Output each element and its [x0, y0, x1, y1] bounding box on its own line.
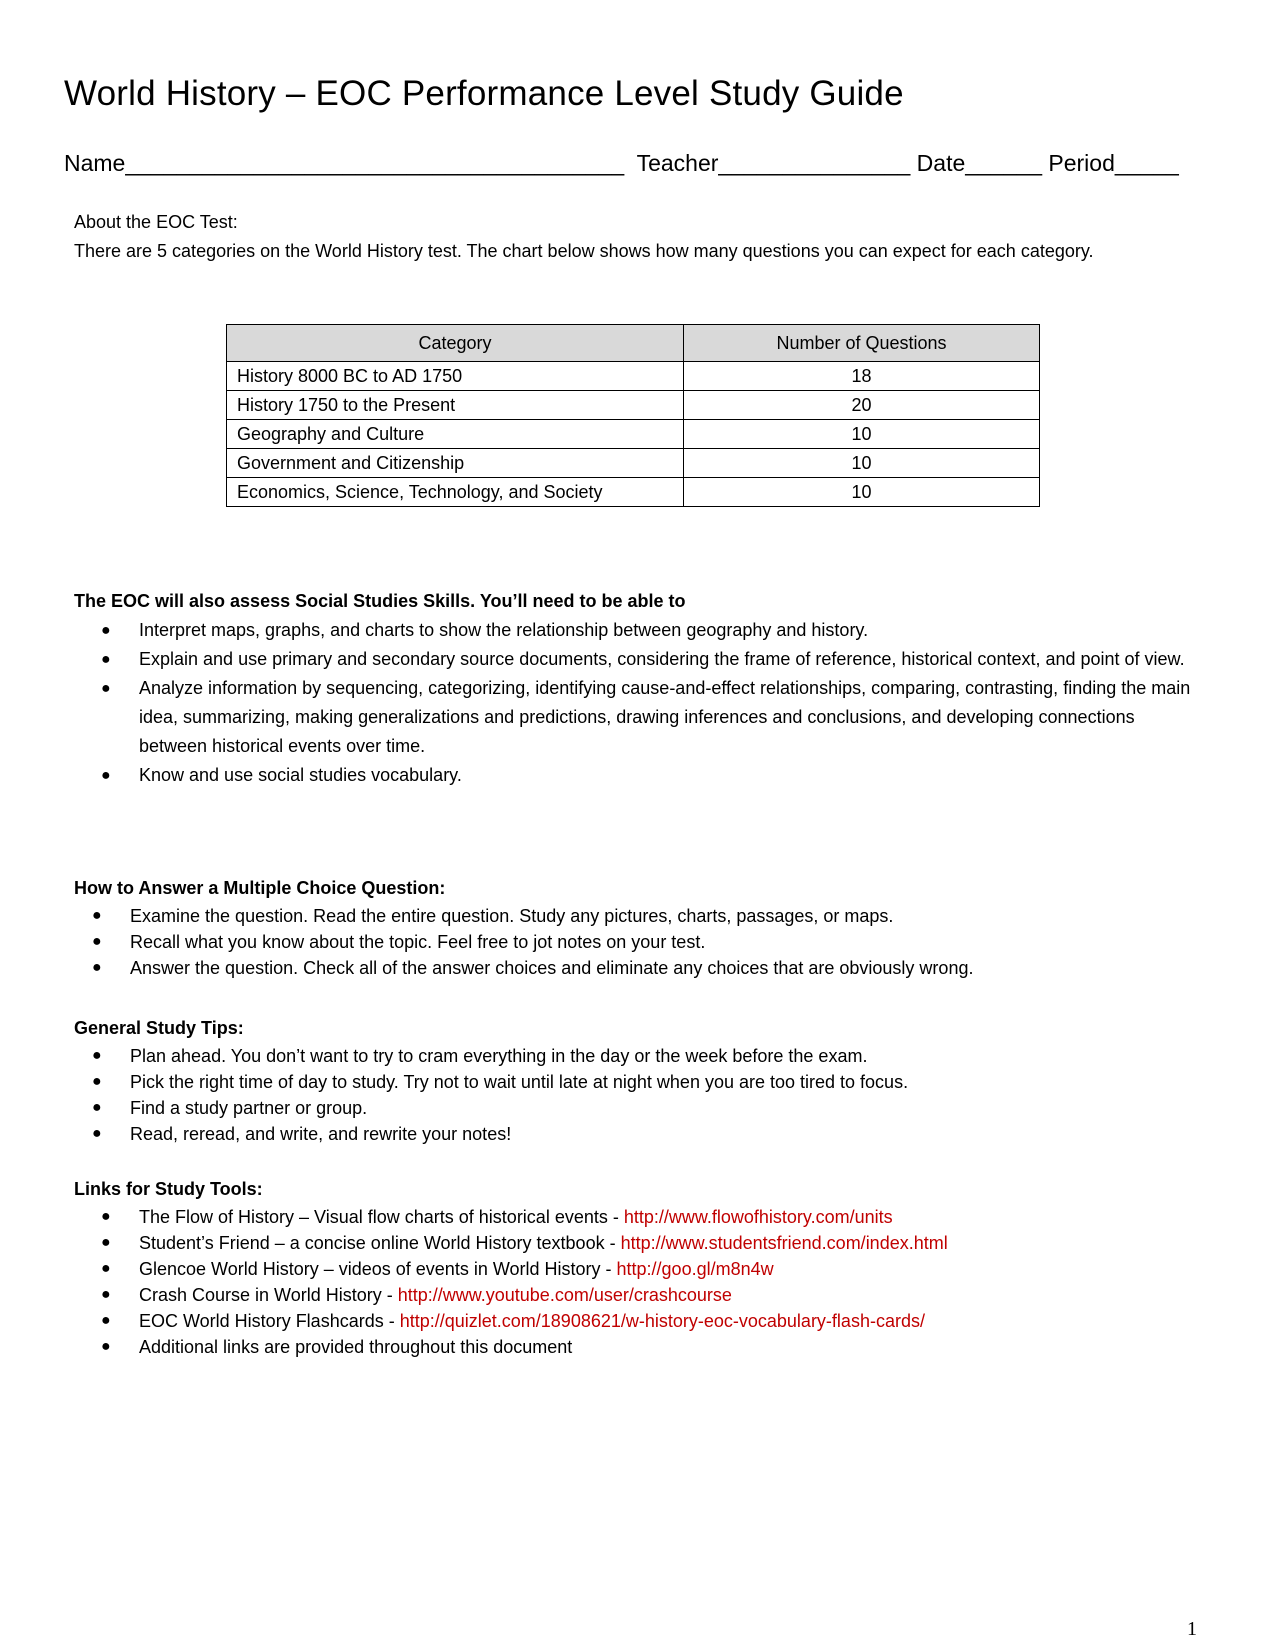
skills-section [74, 587, 1194, 790]
study-tips-section [74, 1014, 1194, 1147]
study-links-heading: Links for Study Tools: [74, 1179, 263, 1199]
list-item [74, 1095, 1194, 1121]
list-item-text: Interpret maps, graphs, and charts to show the relationship between geography and history. [139, 620, 869, 640]
bullet-icon: ● [92, 1073, 102, 1090]
bullet-icon: ● [92, 907, 102, 924]
table-row [227, 449, 1040, 478]
study-tips-heading: General Study Tips: [74, 1018, 244, 1038]
link-description: Student’s Friend – a concise online World History textbook - [139, 1233, 621, 1253]
link-description: Additional links are provided throughout this document [139, 1337, 573, 1357]
list-item-text: Pick the right time of day to study. Try not to wait until late at night when you are too tired to focus. [130, 1072, 909, 1092]
table-row [227, 391, 1040, 420]
bullet-icon: ● [92, 959, 102, 976]
list-item [74, 1334, 1194, 1360]
list-item [74, 955, 1194, 981]
list-item-text: Read, reread, and write, and rewrite your notes! [130, 1124, 512, 1144]
list-item [74, 645, 1194, 674]
list-item-text: Analyze information by sequencing, categorizing, identifying cause-and-effect relationships, comparing, contrasting, finding the main idea, summarizing, making generalizations and predictions, drawing inferences and conclusions, and developing connections between historical events over time. [139, 678, 1191, 756]
list-item-text: Answer the question. Check all of the answer choices and eliminate any choices that are obviously wrong. [130, 958, 974, 978]
page-number: 1 [1187, 1618, 1197, 1640]
name-teacher-date-period-line: Name_______________________________________ Teacher_______________ Date______ Period_____ [64, 150, 1179, 176]
list-item-text: Find a study partner or group. [130, 1098, 368, 1118]
bullet-icon: ● [92, 933, 102, 950]
count-cell: 10 [684, 478, 1040, 507]
bullet-icon: ● [101, 767, 111, 784]
bullet-icon: ● [92, 1099, 102, 1116]
list-item [74, 1043, 1194, 1069]
table-header-row [227, 325, 1040, 362]
category-cell: Geography and Culture [227, 420, 684, 449]
list-item [74, 929, 1194, 955]
category-cell: History 1750 to the Present [227, 391, 684, 420]
count-cell: 10 [684, 449, 1040, 478]
list-item [74, 761, 1194, 790]
category-table [226, 324, 1040, 507]
study-links-list [74, 1204, 1194, 1360]
list-item-text: Examine the question. Read the entire question. Study any pictures, charts, passages, or maps. [130, 906, 894, 926]
list-item [74, 903, 1194, 929]
link-description: The Flow of History – Visual flow charts of historical events - [139, 1207, 624, 1227]
category-cell: History 8000 BC to AD 1750 [227, 362, 684, 391]
multiple-choice-heading: How to Answer a Multiple Choice Question: [74, 878, 446, 898]
bullet-icon: ● [101, 622, 111, 639]
bullet-icon: ● [101, 1260, 111, 1277]
multiple-choice-section [74, 874, 1194, 981]
list-item [74, 1204, 1194, 1230]
count-cell: 18 [684, 362, 1040, 391]
count-cell: 10 [684, 420, 1040, 449]
count-cell: 20 [684, 391, 1040, 420]
flashcards-link[interactable]: http://quizlet.com/18908621/w-history-eoc-vocabulary-flash-cards/ [399, 1311, 925, 1331]
bullet-icon: ● [101, 1312, 111, 1329]
skills-heading: The EOC will also assess Social Studies Skills. You’ll need to be able to [74, 591, 686, 611]
list-item-text: Plan ahead. You don’t want to try to cram everything in the day or the week before the exam. [130, 1046, 868, 1066]
list-item-text: Know and use social studies vocabulary. [139, 765, 462, 785]
skills-list [74, 616, 1194, 790]
about-heading: About the EOC Test: [74, 212, 238, 232]
bullet-icon: ● [101, 1338, 111, 1355]
table-row [227, 362, 1040, 391]
bullet-icon: ● [92, 1125, 102, 1142]
column-header-number-of-questions: Number of Questions [684, 325, 1040, 362]
list-item [74, 1230, 1194, 1256]
bullet-icon: ● [101, 1234, 111, 1251]
list-item [74, 1282, 1194, 1308]
about-text: There are 5 categories on the World History test. The chart below shows how many questions you can expect for each category. [74, 241, 1094, 261]
flow-of-history-link[interactable]: http://www.flowofhistory.com/units [623, 1207, 893, 1227]
bullet-icon: ● [101, 680, 111, 697]
category-cell: Economics, Science, Technology, and Society [227, 478, 684, 507]
category-cell: Government and Citizenship [227, 449, 684, 478]
link-description: Glencoe World History – videos of events in World History - [139, 1259, 617, 1279]
about-section [74, 208, 1094, 266]
list-item [74, 674, 1194, 761]
students-friend-link[interactable]: http://www.studentsfriend.com/index.html [620, 1233, 948, 1253]
list-item-text: Recall what you know about the topic. Feel free to jot notes on your test. [130, 932, 706, 952]
list-item [74, 1121, 1194, 1147]
table-row [227, 478, 1040, 507]
list-item [74, 1256, 1194, 1282]
list-item [74, 1069, 1194, 1095]
study-links-section [74, 1175, 1194, 1360]
crash-course-link[interactable]: http://www.youtube.com/user/crashcourse [397, 1285, 732, 1305]
bullet-icon: ● [101, 1208, 111, 1225]
study-tips-list [74, 1043, 1194, 1147]
table-row [227, 420, 1040, 449]
bullet-icon: ● [101, 651, 111, 668]
glencoe-videos-link[interactable]: http://goo.gl/m8n4w [616, 1259, 774, 1279]
bullet-icon: ● [101, 1286, 111, 1303]
link-description: Crash Course in World History - [139, 1285, 398, 1305]
multiple-choice-list [74, 903, 1194, 981]
page-title: World History – EOC Performance Level Study Guide [64, 74, 904, 113]
list-item [74, 616, 1194, 645]
list-item [74, 1308, 1194, 1334]
column-header-category: Category [227, 325, 684, 362]
list-item-text: Explain and use primary and secondary source documents, considering the frame of reference, historical context, and point of view. [139, 649, 1185, 669]
link-description: EOC World History Flashcards - [139, 1311, 400, 1331]
bullet-icon: ● [92, 1047, 102, 1064]
